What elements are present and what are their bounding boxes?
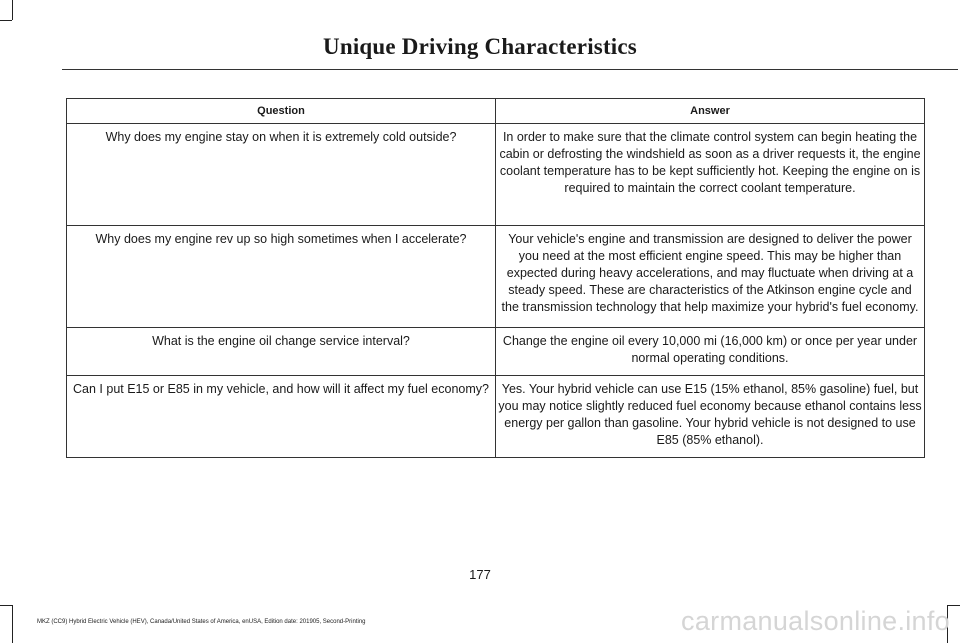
page-title: Unique Driving Characteristics: [323, 34, 637, 59]
crop-mark: [12, 0, 13, 20]
table-row: [67, 124, 925, 226]
footer-edition-info: MKZ (CC9) Hybrid Electric Vehicle (HEV), Canada/United States of America, enUSA, Edition date: 201905, Second-Printing: [37, 619, 366, 625]
question-cell: Can I put E15 or E85 in my vehicle, and how will it affect my fuel economy?: [67, 376, 496, 458]
answer-cell: Change the engine oil every 10,000 mi (16,000 km) or once per year under normal operating conditions.: [496, 328, 925, 376]
crop-mark: [0, 20, 12, 21]
question-cell: Why does my engine rev up so high sometimes when I accelerate?: [67, 226, 496, 328]
question-cell: What is the engine oil change service interval?: [67, 328, 496, 376]
crop-mark: [12, 605, 13, 643]
table-row: [67, 376, 925, 458]
question-column-header: Question: [67, 99, 496, 124]
answer-cell: In order to make sure that the climate control system can begin heating the cabin or defrosting the windshield as soon as a driver requests it, the engine coolant temperature has to be kept sufficiently hot. Keeping the engine on is required to maintain the correct coolant temperature.: [496, 124, 925, 226]
table-row: [67, 226, 925, 328]
question-cell: Why does my engine stay on when it is extremely cold outside?: [67, 124, 496, 226]
title-divider: [62, 69, 958, 70]
page-number: 177: [469, 567, 491, 582]
crop-mark: [0, 605, 12, 606]
answer-cell: Your vehicle's engine and transmission are designed to deliver the power you need at the most efficient engine speed. This may be higher than expected during heavy accelerations, and may fluctuate when driving at a steady speed. These are characteristics of the Atkinson engine cycle and the transmission technology that help maximize your hybrid's fuel economy.: [496, 226, 925, 328]
watermark: carmanualsonline.info: [681, 606, 950, 636]
table-row: [67, 328, 925, 376]
table-header-row: [67, 99, 925, 124]
answer-column-header: Answer: [496, 99, 925, 124]
answer-cell: Yes. Your hybrid vehicle can use E15 (15% ethanol, 85% gasoline) fuel, but you may notice slightly reduced fuel economy because ethanol contains less energy per gallon than gasoline. Your hybrid vehicle is not designed to use E85 (85% ethanol).: [496, 376, 925, 458]
faq-table: [66, 98, 925, 458]
